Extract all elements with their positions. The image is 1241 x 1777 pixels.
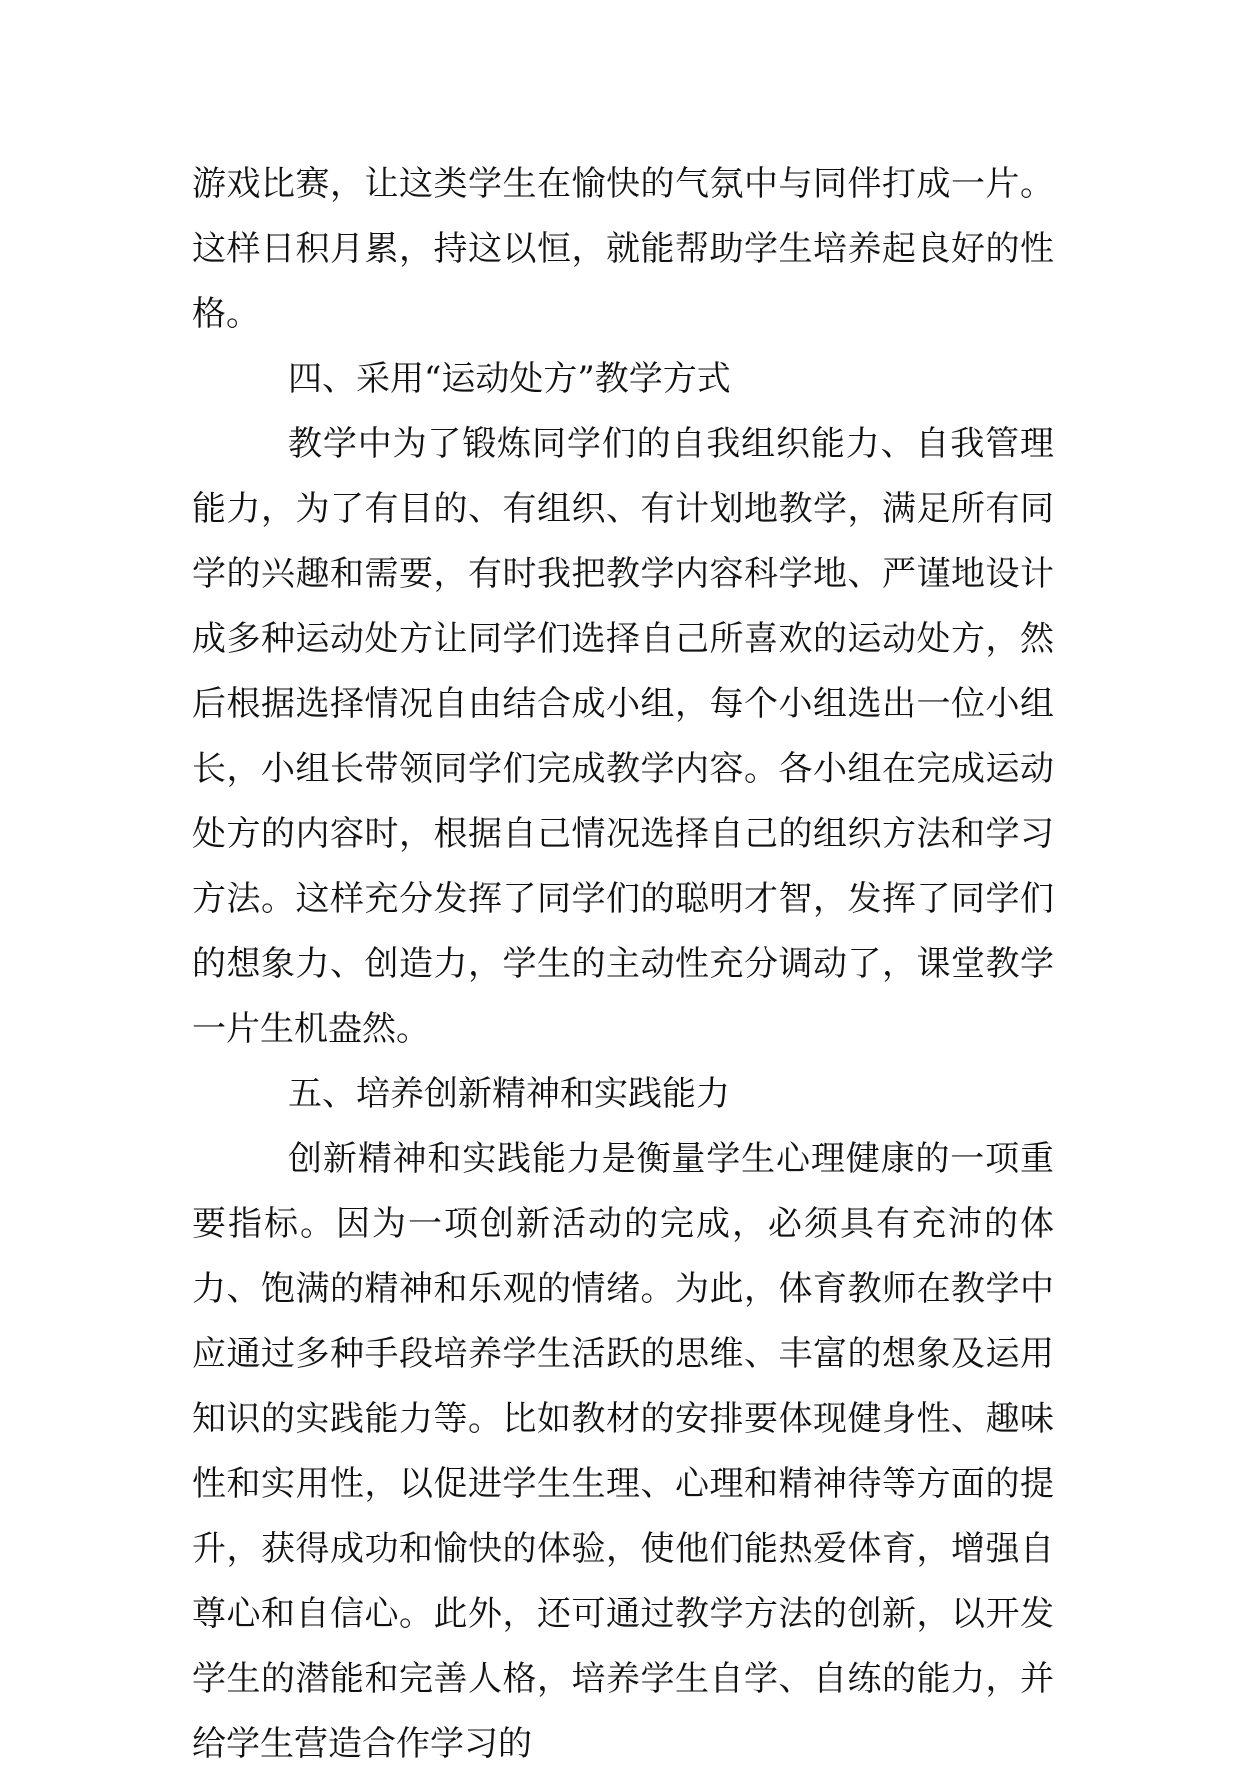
paragraph-section-4: 教学中为了锻炼同学们的自我组织能力、自我管理能力，为了有目的、有组织、有计划地教学，满足所有同学的兴趣和需要，有时我把教学内容科学地、严谨地设计成多种运动处方让同学们选择自己所喜欢的运动处方，然后根据选择情况自由结合成小组，每个小组选出一位小组长，小组长带领同学们完成教学内容。各小组在完成运动处方的内容时，根据自己情况选择自己的组织方法和学习方法。这样充分发挥了同学们的聪明才智，发挥了同学们的想象力、创造力，学生的主动性充分调动了，课堂教学一片生机盎然。 [192,424,1054,1049]
document-body [192,152,1054,1777]
section-heading-5: 五、培养创新精神和实践能力 [288,1074,730,1114]
paragraph-continuation: 游戏比赛，让这类学生在愉快的气氛中与同伴打成一片。这样日积月累，持这以恒，就能帮助学生培养起良好的性格。 [192,164,1054,334]
section-heading-4: 四、采用“运动处方”教学方式 [288,359,731,399]
paragraph-section-5: 创新精神和实践能力是衡量学生心理健康的一项重要指标。因为一项创新活动的完成，必须具有充沛的体力、饱满的精神和乐观的情绪。为此，体育教师在教学中应通过多种手段培养学生活跃的思维、丰富的想象及运用知识的实践能力等。比如教材的安排要体现健身性、趣味性和实用性，以促进学生生理、心理和精神待等方面的提升，获得成功和愉快的体验，使他们能热爱体育，增强自尊心和自信心。此外，还可通过教学方法的创新，以开发学生的潜能和完善人格，培养学生自学、自练的能力，并给学生营造合作学习的 [192,1139,1054,1764]
